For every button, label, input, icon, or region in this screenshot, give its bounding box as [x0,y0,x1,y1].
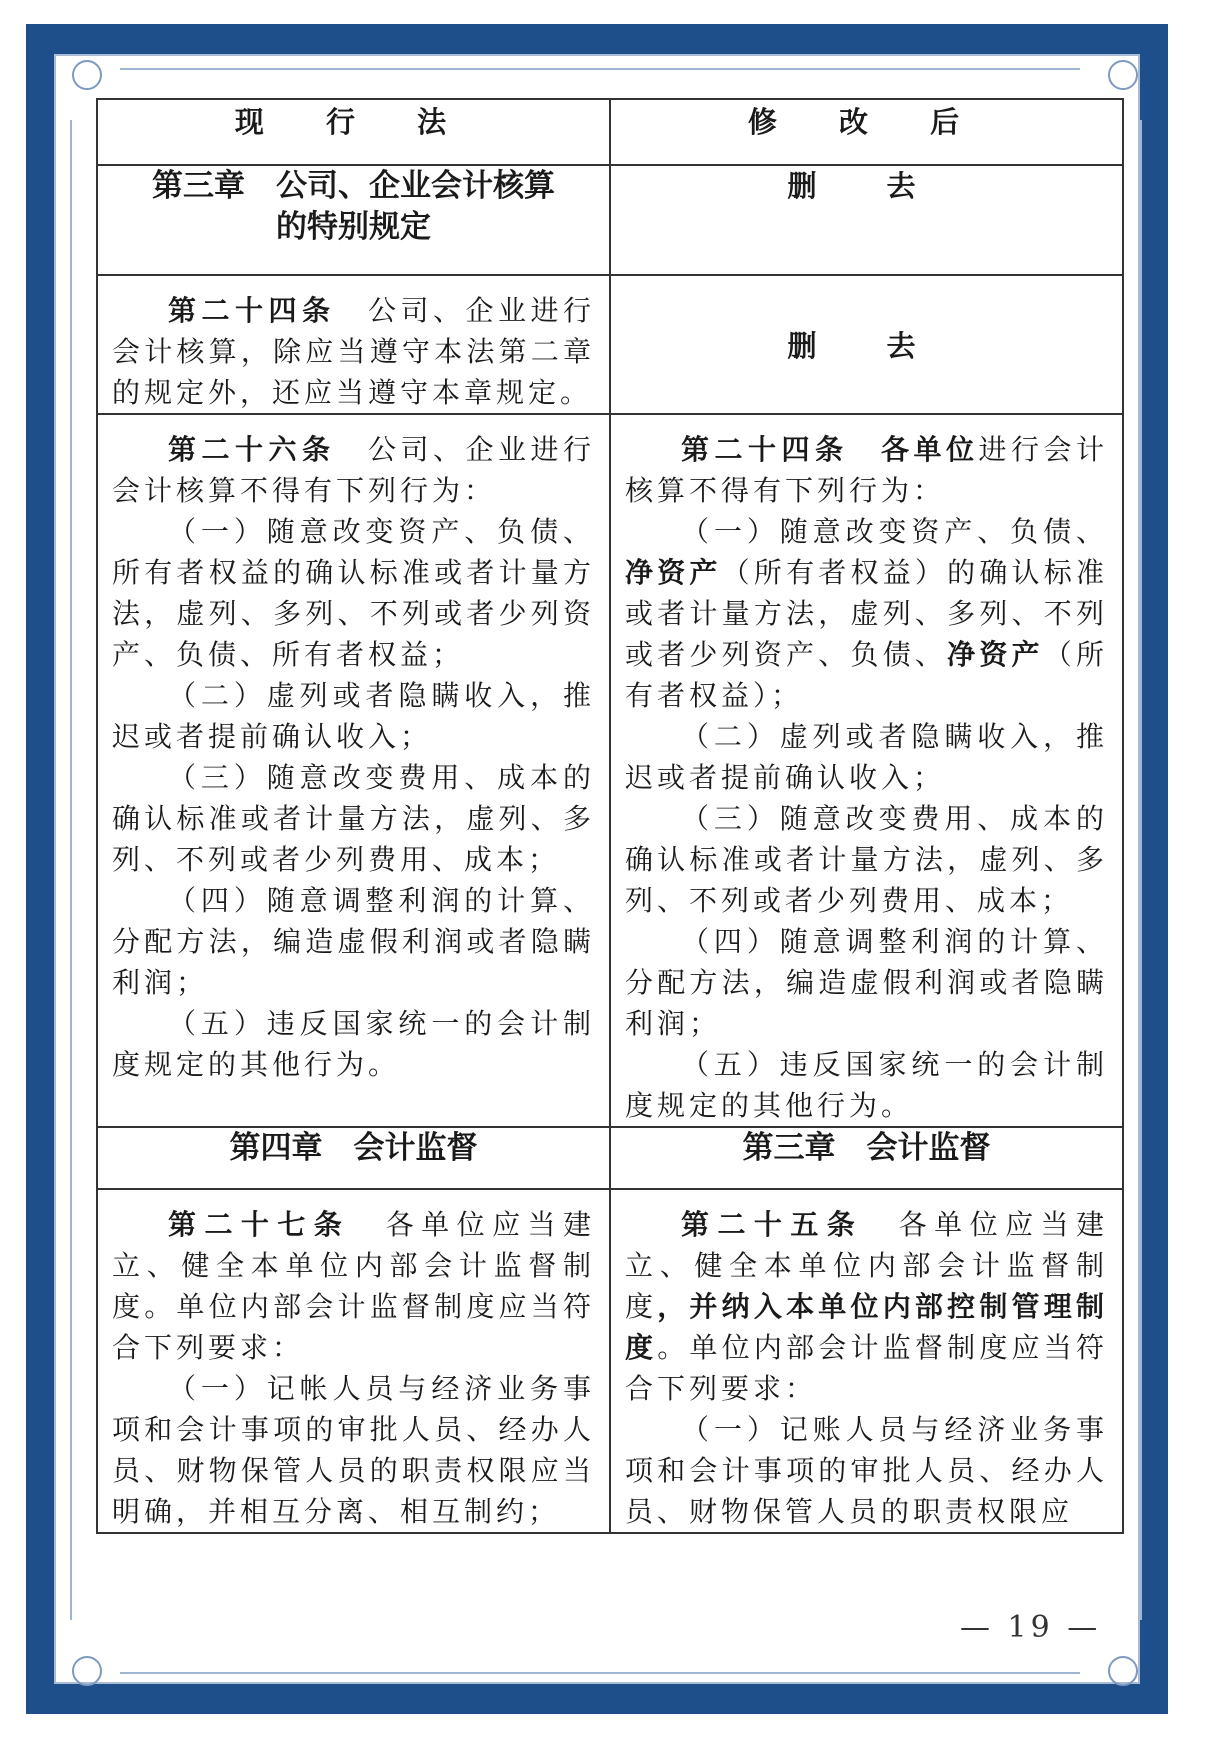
article-number: 第二十四条 [168,294,336,327]
article-number: 第二十七条 [168,1208,351,1241]
deleted-label: 删 去 [787,329,946,363]
table-row [97,275,1123,414]
list-item: （三）随意改变费用、成本的确认标准或者计量方法，虚列、多列、不列或者少列费用、成本； [625,802,1108,917]
list-item: （五）违反国家统一的会计制度规定的其他行为。 [112,1007,595,1081]
list-item [625,511,1108,716]
comparison-table [96,98,1124,1534]
deleted-cell [610,165,1123,275]
article-intro: 。单位内部会计监督制度应当符合下列要求： [625,1331,1108,1405]
header-current-law: 现 行 法 [97,99,610,165]
bold-amendment: 净资产 [947,638,1044,671]
chapter-title-left [97,165,610,275]
list-item: （一）记帐人员与经济业务事项和会计事项的审批人员、经办人员、财物保管人员的职责权限应当明确，并相互分离、相互制约； [112,1372,595,1528]
list-item: （一）随意改变资产、负债、所有者权益的确认标准或者计量方法，虚列、多列、不列或者少列资产、负债、所有者权益； [112,515,595,671]
table-row [97,1189,1123,1533]
article-26-old [97,414,610,1127]
table-row [97,414,1123,1127]
article-27-old [97,1189,610,1533]
chapter-title-left: 第四章 会计监督 [97,1127,610,1189]
decorative-line-bottom [120,1672,1080,1674]
bold-amendment: 各单位 [880,433,979,466]
chapter-title-right: 第三章 会计监督 [610,1127,1123,1189]
list-item: （二）虚列或者隐瞒收入，推迟或者提前确认收入； [625,720,1108,794]
bold-amendment: ，并纳入本单位内部控制管理制度 [625,1290,1108,1364]
list-item: （三）随意改变费用、成本的确认标准或者计量方法，虚列、多列、不列或者少列费用、成本； [112,761,595,876]
list-item: （一）记账人员与经济业务事项和会计事项的审批人员、经办人员、财物保管人员的职责权限应 [625,1413,1108,1528]
article-intro: 各单位应当建立、健全本单位内部会计监督制度。单位内部会计监督制度应当符合下列要求： [112,1208,595,1364]
corner-ornament-icon [1108,1656,1138,1686]
corner-ornament-icon [72,60,102,90]
item-text: （所有者权益）； [625,638,1108,712]
article-24-new [610,414,1123,1127]
item-text: （所有者权益）的确认标准或者计量方法，虚列、多列、不列或者少列资产、负债、 [625,556,1108,671]
chapter-title-line1: 第三章 公司、企业会计核算 [152,168,555,204]
article-text: 公司、企业进行会计核算，除应当遵守本法第二章的规定外，还应当遵守本章规定。 [112,294,595,409]
article-24-old [97,275,610,414]
corner-ornament-icon [72,1656,102,1686]
corner-ornament-icon [1108,60,1138,90]
list-item: （四）随意调整利润的计算、分配方法，编造虚假利润或者隐瞒利润； [625,925,1108,1040]
chapter-title-line2: 的特别规定 [276,209,431,245]
article-number: 第二十六条 [168,433,336,466]
page-number: — 19 — [960,1610,1102,1645]
table-header-row [97,99,1123,165]
article-intro: 进行会计核算不得有下列行为： [625,433,1108,507]
deleted-cell [610,275,1123,414]
bold-amendment: 净资产 [625,556,722,589]
list-item: （五）违反国家统一的会计制度规定的其他行为。 [625,1048,1108,1122]
article-intro: 各单位应当建立、健全本单位内部会计监督制度 [625,1208,1108,1323]
deleted-label: 删 去 [787,169,946,203]
table-row [97,165,1123,275]
header-amended: 修 改 后 [610,99,1123,165]
list-item: （二）虚列或者隐瞒收入，推迟或者提前确认收入； [112,679,595,753]
article-number: 第二十四条 [681,433,849,466]
article-25-new [610,1189,1123,1533]
decorative-line-left [70,120,72,1620]
decorative-line-right [1140,120,1142,1620]
article-intro: 公司、企业进行会计核算不得有下列行为： [112,433,595,507]
article-number: 第二十五条 [681,1208,864,1241]
decorative-line-top [120,68,1080,70]
item-text: （一）随意改变资产、负债、 [681,515,1108,548]
table-row [97,1127,1123,1189]
list-item: （四）随意调整利润的计算、分配方法，编造虚假利润或者隐瞒利润； [112,884,595,999]
